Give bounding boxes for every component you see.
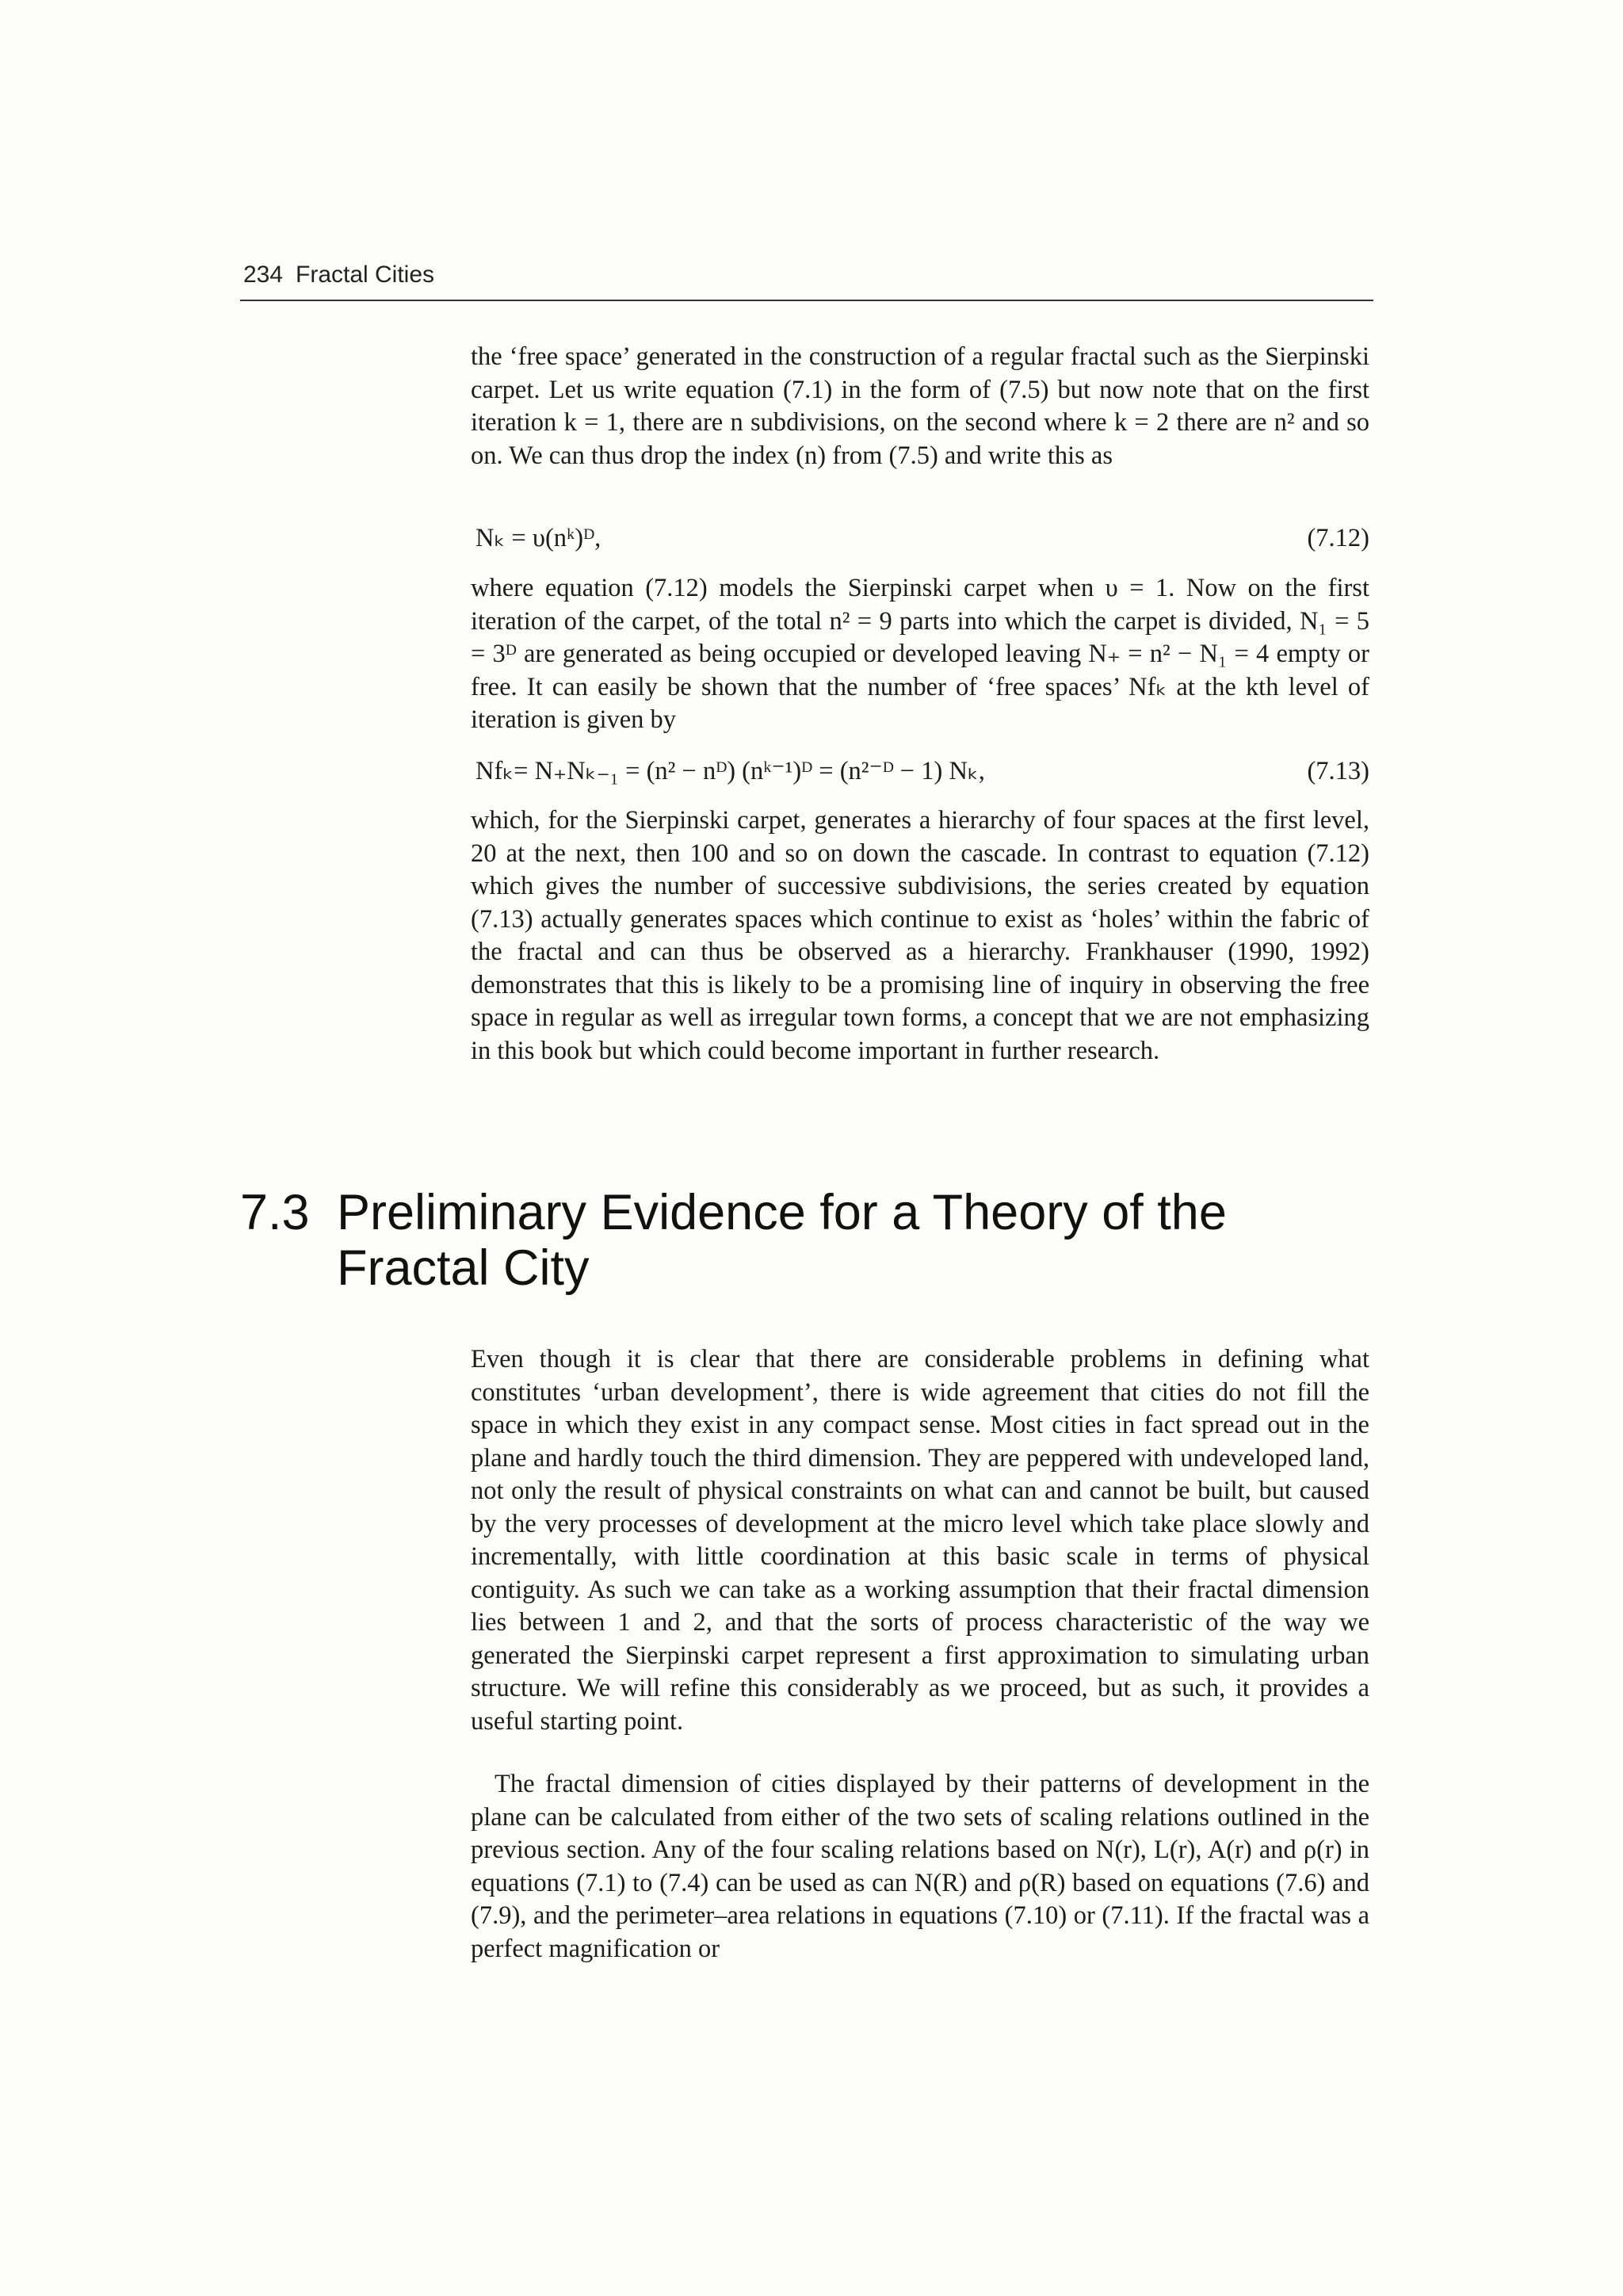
paragraph-text: where equation (7.12) models the Sierpinski carpet when υ = 1. Now on the first iteration of the carpet, of the total n² = 9 parts into which the carpet is divided, N₁ = 5 = 3ᴰ are generated as being occupied or developed leaving N₊ = n² − N₁ = 4 empty or free. It can easily be shown that the number of ‘free spaces’ Nfₖ at the kth level of iteration is given by [471,574,1369,734]
paragraph-text: Even though it is clear that there are considerable problems in defining what constitutes ‘urban development’, there is wide agreement that cities do not fill the space in which they exist in any compact sense. Most cities in fact spread out in the plane and hardly touch the third dimension. They are peppered with undeveloped land, not only the result of physical constraints on what can and cannot be built, but caused by the very processes of development at the micro level which take place slowly and incrementally, with little coordination at this basic scale in terms of physical contiguity. As such we can take as a working assumption that their fractal dimension lies between 1 and 2, and that the sorts of process characteristic of the way we generated the Sierpinski carpet represent a first approximation to simulating urban structure. We will refine this considerably as we proceed, but as such, it provides a useful starting point. [471,1345,1369,1736]
paragraph-fractal-dimension [471,1768,1369,1966]
paragraph-sierpinski-iteration [471,572,1369,737]
equation-text: Nfₖ= N₊Nₖ₋₁ = (n² − nᴰ) (nᵏ⁻¹)ᴰ = (n²⁻ᴰ − 1) Nₖ, [475,757,985,785]
section-title: Preliminary Evidence for a Theory of the Fractal City [337,1185,1227,1296]
running-header [240,262,1373,301]
paragraph-urban-development [471,1343,1369,1738]
equation-text: Nₖ = υ(nᵏ)ᴰ, [475,524,601,552]
paragraph-hierarchy [471,804,1369,1068]
paragraph-text: the ‘free space’ generated in the construction of a regular fractal such as the Sierpinski carpet. Let us write equation (7.1) in the form of (7.5) but now note that on the first iteration k = 1, there are n subdivisions, on the second where k = 2 there are n² and so on. We can thus drop the index (n) from (7.5) and write this as [471,342,1369,470]
equation-7-13 [475,755,1369,789]
equation-number: (7.12) [1307,524,1369,552]
page-number: 234 [243,262,284,288]
section-number: 7.3 [240,1185,310,1240]
paragraph-text: The fractal dimension of cities displayed by their patterns of development in the plane can be calculated from either of the two sets of scaling relations outlined in the previous section. Any of the four scaling relations based on N(r), L(r), A(r) and ρ(r) in equations (7.1) to (7.4) can be used as can N(R) and ρ(R) based on equations (7.6) and (7.9), and the perimeter–area relations in equations (7.10) or (7.11). If the fractal was a perfect magnification or [471,1770,1369,1963]
paragraph-free-space [471,341,1369,472]
running-title: Fractal Cities [296,262,435,288]
equation-7-12 [475,522,1369,556]
header-rule [240,300,1373,301]
equation-number: (7.13) [1307,757,1369,785]
paragraph-text: which, for the Sierpinski carpet, generates a hierarchy of four spaces at the first level, 20 at the next, then 100 and so on down the cascade. In contrast to equation (7.12) which gives the number of successive subdivisions, the series created by equation (7.13) actually generates spaces which continue to exist as ‘holes’ within the fabric of the fractal and can thus be observed as a hierarchy. Frankhauser (1990, 1992) demonstrates that this is likely to be a promising line of inquiry in observing the free space in regular as well as irregular town forms, a concept that we are not emphasizing in this book but which could become important in further research. [471,806,1369,1065]
